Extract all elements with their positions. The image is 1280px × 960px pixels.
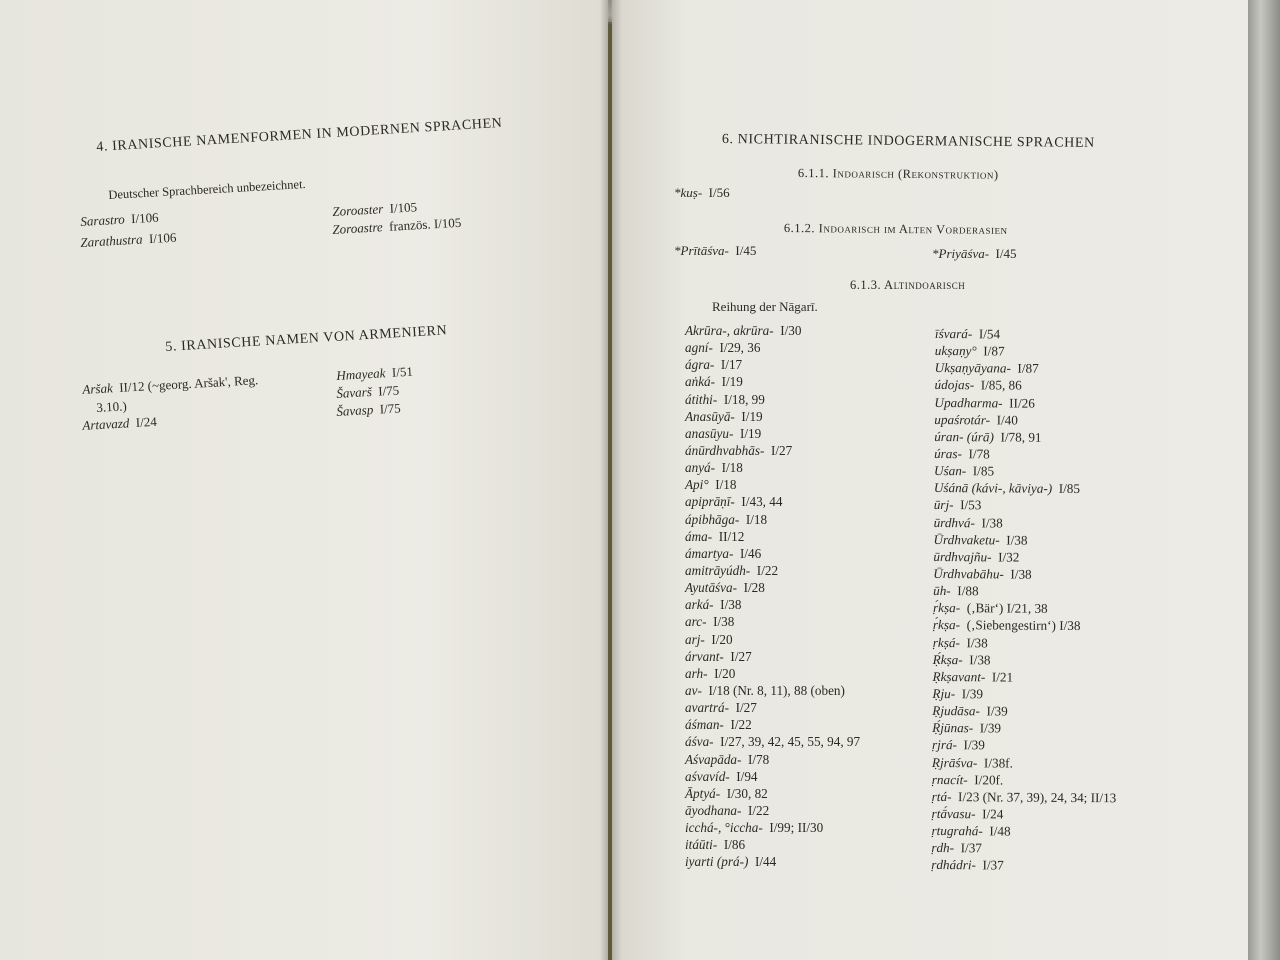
entry-ref: I/38 (713, 614, 735, 630)
entry-name: Zoroastre (332, 219, 384, 237)
index-entry (933, 634, 1118, 652)
entry-ref: I/38 (720, 597, 742, 613)
entry-ref: I/78 (968, 446, 990, 462)
index-entry (685, 493, 860, 510)
list-item (82, 414, 157, 434)
entry-name: ūh- (933, 583, 951, 599)
entry-ref: I/32 (998, 549, 1020, 565)
index-entry (685, 768, 860, 785)
index-entry (932, 788, 1117, 806)
entry-name: Ukṣaṇyāyana- (934, 360, 1011, 376)
list-item (80, 210, 159, 230)
entry-ref: I/99; II/30 (769, 820, 824, 836)
section-6-heading: 6. NICHTIRANISCHE INDOGERMANISCHE SPRACHEN (721, 132, 1095, 151)
entry-ref: I/18, 99 (723, 391, 765, 407)
index-entry (685, 853, 860, 870)
entry-ref: I/105 (389, 199, 418, 216)
entry-ref: I/43, 44 (741, 494, 783, 510)
entry-name: Hmayeak (336, 365, 386, 383)
index-entry (933, 616, 1118, 634)
entry-ref: I/39 (979, 720, 1002, 736)
entry-ref: I/27 (770, 442, 793, 458)
left-page (0, 0, 608, 960)
entry-name: Zoroaster (332, 201, 384, 219)
entry-name: arh- (685, 665, 708, 681)
entry-ref: I/37 (960, 840, 982, 856)
index-entry (685, 373, 860, 390)
list-item (80, 230, 177, 251)
entry-name: Artavazd (82, 415, 130, 433)
list-item (82, 372, 259, 398)
index-entry (685, 665, 860, 682)
index-entry (932, 668, 1117, 686)
index-entry (932, 702, 1117, 720)
entry-name: ṛdh- (931, 840, 955, 856)
entry-ref: I/39 (963, 737, 985, 753)
entry-ref: I/48 (989, 823, 1011, 839)
list-item (674, 243, 756, 259)
entry-ref: I/38f. (983, 754, 1013, 771)
entry-ref: I/53 (960, 497, 982, 513)
entry-ref: (‚Bär‘) I/21, 38 (966, 600, 1048, 617)
entry-name: aśvavíd- (685, 768, 730, 784)
entry-ref: I/94 (736, 768, 758, 784)
index-entry (932, 754, 1117, 772)
index-entry (931, 839, 1116, 857)
entry-ref: II/12 (718, 528, 745, 544)
index-entry (934, 411, 1119, 429)
entry-ref: I/85 (1058, 481, 1081, 497)
entry-name: Sarastro (80, 211, 126, 229)
index-entry (685, 442, 860, 459)
entry-ref: I/27 (730, 648, 752, 664)
index-entry (933, 599, 1118, 617)
entry-ref: (‚Siebengestirn‘) I/38 (966, 617, 1081, 634)
entry-ref: I/46 (739, 545, 762, 561)
index-entry (685, 682, 860, 699)
entry-ref: I/18 (715, 477, 737, 493)
book-gutter (600, 0, 622, 960)
entry-name: arká- (685, 597, 714, 613)
index-entry (685, 802, 860, 819)
index-entry (685, 785, 860, 802)
index-column-2 (931, 325, 1119, 875)
entry-name: *kuṣ- (674, 185, 703, 200)
entry-ref: I/30, 82 (726, 785, 768, 801)
entry-name: Āptyá- (685, 785, 721, 801)
list-item (96, 398, 127, 416)
index-entry (685, 339, 860, 356)
index-entry (685, 631, 860, 648)
entry-name: Ṛjudāsa- (932, 703, 980, 719)
index-entry (932, 771, 1117, 789)
entry-ref: I/21 (991, 669, 1014, 685)
entry-name: av- (685, 682, 702, 698)
index-entry (935, 342, 1120, 360)
index-entry (934, 462, 1119, 480)
entry-name: úras- (934, 445, 962, 462)
entry-name: ṛtá- (931, 788, 952, 804)
page-edge (1248, 0, 1280, 960)
entry-name: Upadharma- (934, 394, 1003, 411)
entry-ref: I/106 (130, 209, 159, 227)
entry-name: Ṛ́jūnas- (932, 720, 974, 736)
entry-name: icchá-, °iccha- (685, 820, 763, 836)
index-entry (685, 648, 860, 665)
index-entry (933, 531, 1118, 549)
index-entry (685, 819, 860, 836)
entry-name: Aršak (82, 380, 114, 397)
entry-name: ṛjrá- (932, 737, 958, 753)
entry-ref: I/38 (981, 514, 1003, 531)
entry-name: átithi- (685, 391, 718, 407)
entry-ref: I/85, 86 (980, 377, 1022, 394)
entry-name: ánūrdhvabhās- (685, 442, 765, 458)
entry-name: Aśvapāda- (685, 751, 742, 767)
entry-ref: I/28 (743, 580, 765, 596)
entry-ref: I/20 (711, 631, 733, 647)
entry-ref: I/19 (739, 425, 762, 441)
entry-name: Akrūra-, akrūra- (685, 323, 774, 338)
entry-name: Šavarš (336, 384, 373, 401)
right-page (612, 0, 1248, 960)
entry-ref: I/106 (148, 229, 177, 247)
index-entry (685, 408, 860, 425)
entry-name: Uśánā (kávi-, kāviya-) (933, 480, 1053, 497)
entry-ref: I/78, 91 (1000, 429, 1042, 445)
entry-name: avartrá- (685, 700, 729, 716)
entry-name: údojas- (934, 377, 975, 393)
entry-name: ámartya- (685, 545, 734, 561)
entry-ref: I/19 (741, 408, 763, 424)
index-entry (685, 716, 860, 733)
entry-name: arc- (685, 614, 707, 630)
index-entry (685, 476, 860, 493)
entry-ref: I/17 (720, 357, 743, 373)
index-entry (685, 579, 860, 596)
section-613-heading: 6.1.3. Altindoarisch (850, 278, 966, 292)
entry-name: úran- (úrā) (934, 428, 994, 445)
entry-name: Api° (685, 477, 709, 493)
entry-name: ṛdhádri- (931, 857, 976, 873)
entry-name: Šavasp (336, 401, 374, 419)
entry-name: *Priyāśva- (932, 246, 990, 261)
entry-ref: I/75 (377, 382, 400, 399)
entry-ref: I/29, 36 (719, 340, 761, 356)
entry-ref: I/75 (379, 400, 402, 417)
entry-ref: I/23 (Nr. 37, 39), 24, 34; II/13 (958, 788, 1117, 806)
index-entry (932, 805, 1117, 823)
index-entry (685, 356, 860, 373)
entry-ref: I/22 (748, 802, 770, 818)
index-entry (932, 685, 1117, 703)
entry-name: Zarathustra (80, 231, 143, 250)
entry-ref: I/37 (982, 857, 1004, 873)
list-item (336, 382, 400, 401)
index-entry (933, 565, 1118, 583)
entry-ref: I/22 (730, 717, 752, 733)
entry-ref: I/18 (745, 511, 768, 527)
section-611-heading: 6.1.1. Indoarisch (Rekonstruktion) (797, 166, 999, 182)
entry-ref: I/30 (780, 323, 802, 338)
entry-ref: I/27 (735, 700, 757, 716)
index-entry (934, 445, 1119, 463)
list-item (674, 185, 730, 201)
entry-name: itáūti- (685, 837, 718, 853)
index-entry (685, 733, 860, 750)
index-entry (932, 719, 1117, 737)
entry-name: ápibhāga- (685, 511, 740, 527)
entry-ref: I/54 (978, 326, 1001, 342)
entry-name: Ṛju- (932, 685, 956, 702)
entry-name: ūrj- (933, 497, 954, 513)
entry-ref: I/51 (391, 363, 414, 380)
entry-ref: I/45 (735, 243, 757, 258)
list-item (336, 364, 413, 384)
index-entry (935, 376, 1120, 394)
entry-ref: I/27, 39, 42, 45, 55, 94, 97 (720, 734, 861, 750)
index-entry (934, 394, 1119, 412)
index-entry (933, 651, 1118, 669)
entry-ref: II/12 (~georg. Aršak', Reg. (118, 372, 259, 395)
entry-ref: 3.10.) (96, 398, 128, 415)
entry-ref: I/87 (983, 343, 1005, 359)
index-entry (934, 479, 1119, 497)
entry-ref: I/38 (969, 651, 991, 668)
section-613-note: Reihung der Nāgarī. (712, 299, 818, 314)
section-612-heading: 6.1.2. Indoarisch im Alten Vorderasien (783, 221, 1008, 237)
entry-ref: I/38 (1010, 566, 1032, 582)
index-entry (685, 596, 860, 613)
index-entry (685, 459, 860, 476)
entry-ref: I/18 (Nr. 8, 11), 88 (oben) (708, 682, 845, 698)
entry-name: upaśrotár- (934, 411, 991, 428)
entry-name: agní- (685, 340, 713, 356)
entry-name: īśvará- (934, 325, 973, 342)
index-entry (685, 425, 860, 442)
entry-name: ṛkṣá- (932, 634, 960, 650)
entry-ref: I/18 (721, 460, 743, 476)
index-entry (685, 699, 860, 716)
index-entry (935, 359, 1120, 377)
entry-ref: I/19 (721, 374, 743, 390)
entry-name: aṅká- (685, 374, 716, 390)
index-entry (933, 582, 1118, 600)
section-5-heading: 5. IRANISCHE NAMEN VON ARMENIERN (165, 323, 448, 355)
entry-ref: I/39 (961, 686, 984, 702)
entry-name: ṛnacít- (931, 771, 968, 787)
index-entry (685, 322, 860, 339)
index-entry (933, 548, 1118, 566)
entry-ref: I/38 (1006, 532, 1028, 548)
entry-name: iyarti (prá-) (685, 854, 749, 870)
entry-name: ukṣaṇy° (934, 343, 977, 359)
entry-name: áśman- (685, 717, 724, 733)
index-entry (935, 325, 1120, 343)
list-item (336, 400, 401, 420)
index-entry (685, 562, 860, 579)
entry-ref: II/26 (1009, 395, 1035, 411)
entry-name: arj- (685, 631, 705, 647)
entry-ref: I/86 (723, 837, 746, 853)
entry-name: áśva- (685, 734, 714, 750)
entry-name: Uśan- (933, 463, 967, 479)
entry-name: amitrāyúdh- (685, 562, 751, 578)
entry-name: ūrdhvajñu- (933, 548, 992, 565)
entry-name: Ṛjrāśva- (931, 754, 978, 770)
entry-name: Anasūyā- (685, 408, 735, 424)
entry-name: ṛ́kṣa- (932, 600, 961, 616)
index-entry (685, 836, 860, 853)
entry-ref: I/56 (708, 185, 730, 200)
entry-name: ṛtā́vasu- (931, 805, 976, 822)
entry-ref: I/38 (966, 634, 988, 650)
entry-ref: I/40 (996, 412, 1018, 428)
entry-ref: I/24 (135, 413, 158, 430)
list-item (932, 246, 1017, 262)
entry-name: anyá- (685, 460, 716, 476)
index-entry (685, 545, 860, 562)
entry-ref: I/22 (756, 562, 779, 578)
entry-ref: I/78 (748, 751, 770, 767)
index-entry (685, 528, 860, 545)
index-entry (934, 428, 1119, 446)
entry-name: árvant- (685, 648, 724, 664)
index-entry (932, 736, 1117, 754)
entry-ref: I/24 (982, 806, 1004, 822)
entry-ref: I/45 (995, 246, 1017, 261)
index-entry (685, 391, 860, 408)
entry-name: ūrdhvá- (933, 514, 975, 530)
entry-name: anasūyu- (685, 425, 734, 441)
entry-name: Ūrdhvabāhu- (933, 565, 1004, 582)
section-4-note: Deutscher Sprachbereich unbezeichnet. (108, 176, 306, 202)
index-entry (931, 856, 1116, 874)
entry-ref: I/85 (972, 463, 995, 479)
entry-ref: I/20f. (974, 771, 1004, 788)
section-4-heading: 4. IRANISCHE NAMENFORMEN IN MODERNEN SPRACHEN (96, 115, 503, 155)
entry-name: ṛtugrahá- (931, 823, 983, 839)
entry-name: Ayutāśva- (685, 580, 738, 596)
index-entry (685, 511, 860, 528)
entry-ref: I/87 (1017, 360, 1039, 377)
index-entry (685, 751, 860, 768)
entry-name: ṛ́kṣa- (932, 617, 961, 633)
index-entry (931, 822, 1116, 840)
entry-name: Ṛkṣavant- (932, 668, 986, 685)
index-entry (934, 514, 1119, 532)
list-item (332, 199, 418, 220)
index-column-1 (685, 322, 860, 871)
entry-name: ágra- (685, 357, 715, 373)
entry-ref: I/44 (754, 854, 777, 870)
index-entry (685, 613, 860, 630)
entry-name: Ūrdhvaketu- (933, 531, 1000, 548)
entry-ref: I/20 (714, 665, 736, 681)
entry-name: Ṛ́kṣa- (932, 651, 963, 667)
index-entry (934, 496, 1119, 514)
entry-name: *Prītāśva- (674, 243, 729, 258)
entry-name: apiprāṇī- (685, 494, 735, 510)
entry-name: áma- (685, 528, 713, 544)
entry-name: āyodhana- (685, 802, 742, 818)
entry-ref: französ. I/105 (388, 214, 462, 234)
entry-ref: I/88 (957, 583, 979, 599)
entry-ref: I/39 (986, 703, 1008, 719)
